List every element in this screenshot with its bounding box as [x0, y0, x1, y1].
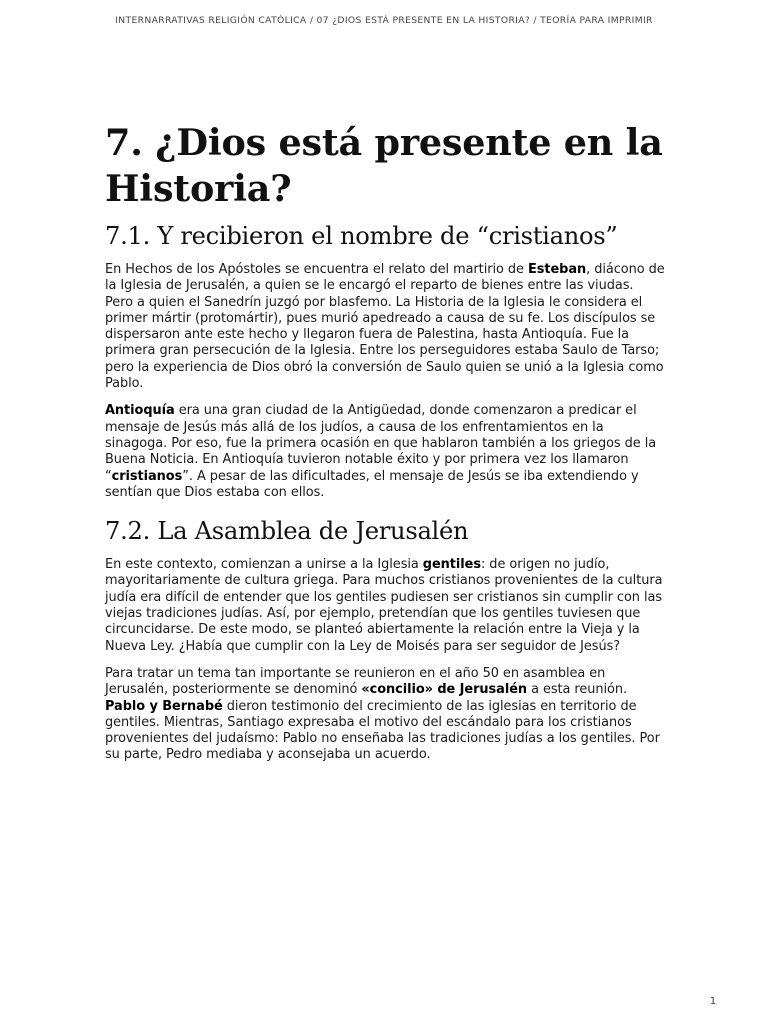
- term-esteban: Esteban: [527, 262, 587, 277]
- term-gentiles: gentiles: [422, 557, 481, 573]
- paragraph-gentiles: [105, 557, 665, 655]
- section-heading-7-2: 7.2. La Asamblea de Jerusalén: [105, 517, 469, 546]
- paragraph-antioquia: [105, 403, 665, 501]
- text-run: En Hechos de los Apóstoles se encuentra el relato del martirio de: [105, 262, 528, 277]
- document-body: [105, 120, 665, 775]
- text-run: : de origen no judío, mayoritariamente de cultura griega. Para muchos cristianos provenientes de la cultura judía era difícil de entender que los gentiles pudiesen ser cristianos sin cumplir con las viejas tradiciones judías. Así, por ejemplo, pretendían que los gentiles tuviesen que circuncidarse. De este modo, se planteó abiertamente la relación entre la Vieja y la Nueva Ley. ¿Había que cumplir con la Ley de Moisés para ser seguidor de Jesús?: [105, 557, 663, 654]
- paragraph-concilio: [105, 666, 665, 764]
- page-title: 7. ¿Dios está presente en la Historia?: [105, 121, 663, 210]
- term-concilio-jerusalen: «concilio» de Jerusalén: [361, 682, 528, 698]
- paragraph-martirio-esteban: [105, 262, 665, 392]
- page-number: 1: [709, 996, 716, 1007]
- term-pablo-bernabe: Pablo y Bernabé: [105, 698, 223, 714]
- text-run: era una gran ciudad de la Antigüedad, donde comenzaron a predicar el mensaje de Jesús más allá de los judíos, a causa de los enfrentamientos en la sinagoga. Por eso, fue la primera ocasión en que hablaron también a los griegos de la Buena Noticia. En Antioquía tuvieron notable éxito y por primera vez los llamaron “: [105, 403, 657, 484]
- text-run: ”. A pesar de las dificultades, el mensaje de Jesús se iba extendiendo y sentían que Dios estaba con ellos.: [105, 468, 639, 500]
- section-heading-7-1: 7.1. Y recibieron el nombre de “cristianos”: [105, 222, 618, 250]
- text-run: a esta reunión.: [527, 682, 628, 698]
- text-run: , diácono de la Iglesia de Jerusalén, a quien se le encargó el reparto de bienes entre las viudas. Pero a quien el Sanedrín juzgó por blasfemo. La Historia de la Iglesia le considera el primer mártir (protomártir), pues murió apedreado a causa de su fe. Los discípulos se dispersaron ante este hecho y llegaron fuera de Palestina, hasta Antioquía. Fue la primera gran persecución de la Iglesia. Entre los perseguidores estaba Saulo de Tarso; pero la experiencia de Dios obró la conversión de Saulo quien se unió a la Iglesia como Pablo.: [105, 262, 665, 392]
- running-header: INTERNARRATIVAS RELIGIÓN CATÓLICA / 07 ¿DIOS ESTÁ PRESENTE EN LA HISTORIA? / TEORÍA PARA IMPRIMIR: [115, 15, 653, 26]
- text-run: Para tratar un tema tan importante se reunieron en el año 50 en asamblea en Jerusalén, posteriormente se denominó: [105, 665, 606, 698]
- text-run: dieron testimonio del crecimiento de las iglesias en territorio de gentiles. Mientras, Santiago expresaba el motivo del escándalo para los cristianos provenientes del judaísmo: Pablo no enseñaba las tradiciones judías a los gentiles. Por su parte, Pedro mediaba y aconsejaba un acuerdo.: [105, 698, 660, 763]
- term-antioquia: Antioquía: [105, 403, 175, 419]
- term-cristianos: cristianos: [111, 468, 183, 484]
- text-run: En este contexto, comienzan a unirse a la Iglesia: [105, 557, 423, 573]
